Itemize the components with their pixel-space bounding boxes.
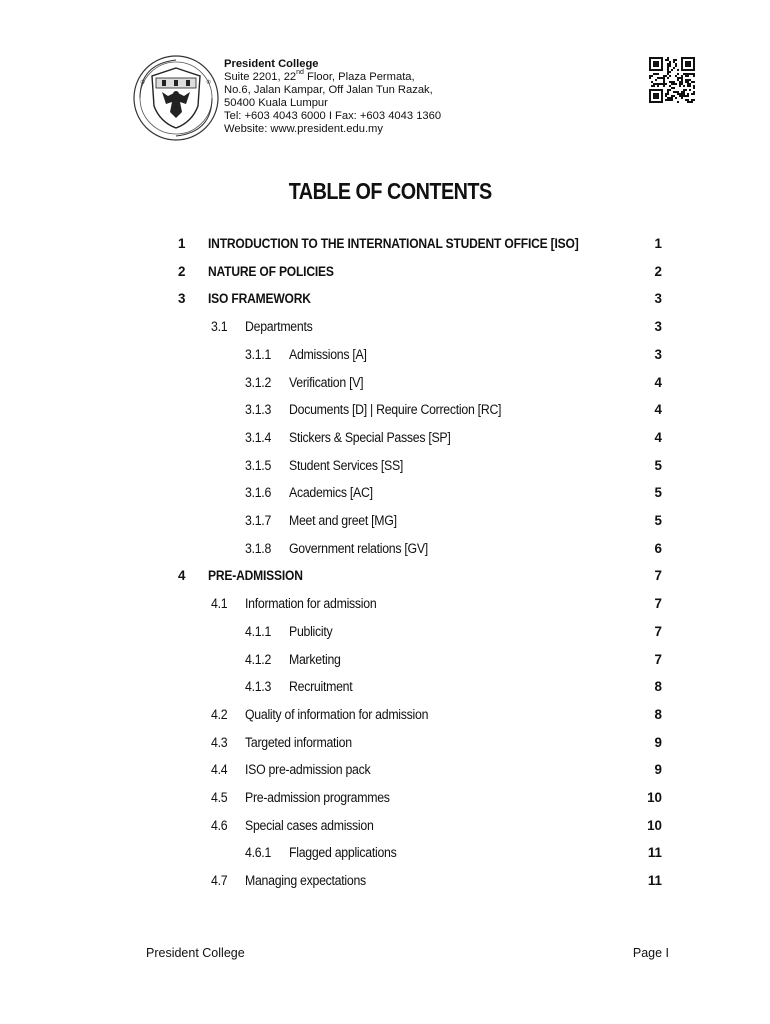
svg-text:♔: ♔	[140, 79, 146, 86]
toc-entry[interactable]	[0, 319, 770, 339]
toc-entry-page: 7	[654, 651, 662, 667]
toc-entry-number: 1	[178, 236, 186, 251]
toc-entry-title: Academics [AC]	[289, 485, 373, 501]
toc-entry[interactable]	[0, 624, 770, 644]
toc-entry-title: Publicity	[289, 623, 333, 639]
svg-text:♔: ♔	[206, 79, 212, 86]
toc-entry-number: 4.4	[211, 762, 228, 778]
toc-entry-title: Special cases admission	[245, 817, 374, 833]
toc-entry-page: 10	[647, 790, 662, 805]
toc-entry[interactable]	[0, 485, 770, 505]
toc-entry[interactable]	[0, 402, 770, 422]
toc-entry-page: 11	[647, 845, 662, 861]
toc-entry-page: 2	[654, 263, 662, 279]
toc-entry-title: Marketing	[289, 651, 341, 667]
toc-entry-number: 3.1.3	[245, 402, 272, 418]
toc-entry-number: 4.1.2	[245, 651, 272, 667]
toc-entry[interactable]	[0, 375, 770, 395]
toc-entry-page: 3	[654, 319, 662, 335]
toc-entry[interactable]	[0, 845, 770, 865]
toc-entry-title: Flagged applications	[289, 845, 397, 861]
toc-entry-title: Stickers & Special Passes [SP]	[289, 429, 451, 445]
toc-entry[interactable]	[0, 347, 770, 367]
toc-entry-page: 11	[647, 873, 662, 889]
toc-entry[interactable]	[0, 652, 770, 672]
qr-code-icon	[649, 57, 695, 103]
toc-entry-title: ISO FRAMEWORK	[208, 291, 311, 307]
toc-entry[interactable]	[0, 818, 770, 838]
toc-entry-number: 4.1.3	[245, 679, 272, 695]
toc-entry-number: 3.1	[211, 319, 228, 335]
toc-entry-number: 4	[178, 568, 186, 584]
toc-entry[interactable]	[0, 873, 770, 893]
address-line-1	[224, 71, 441, 84]
toc-entry-title: NATURE OF POLICIES	[208, 263, 334, 279]
toc-entry[interactable]	[0, 707, 770, 727]
toc-entry[interactable]	[0, 762, 770, 782]
toc-entry-number: 3	[178, 291, 186, 307]
college-crest-icon	[132, 54, 220, 142]
toc-entry-page: 9	[654, 762, 662, 778]
toc-entry[interactable]	[0, 264, 770, 284]
address-line-1-sup: nd	[296, 69, 304, 77]
toc-entry-title: Pre-admission programmes	[245, 790, 390, 805]
toc-entry[interactable]	[0, 430, 770, 450]
toc-entry-number: 3.1.1	[245, 346, 272, 362]
toc-entry[interactable]	[0, 513, 770, 533]
toc-entry-number: 3.1.8	[245, 540, 272, 556]
toc-entry-page: 9	[654, 734, 662, 750]
toc-entry-title: Departments	[245, 319, 313, 335]
toc-entry[interactable]	[0, 790, 770, 810]
toc-entry-title: Meet and greet [MG]	[289, 513, 397, 528]
toc-entry-page: 1	[654, 236, 662, 251]
toc-entry[interactable]	[0, 596, 770, 616]
toc-entry-page: 4	[654, 374, 662, 390]
toc-entry-title: PRE-ADMISSION	[208, 568, 303, 584]
toc-entry-title: Recruitment	[289, 679, 353, 695]
toc-entry-number: 4.3	[211, 734, 228, 750]
toc-entry-page: 3	[654, 291, 662, 307]
toc-entry[interactable]	[0, 291, 770, 311]
toc-entry-number: 4.6	[211, 817, 228, 833]
toc-entry-page: 5	[654, 513, 662, 528]
toc-entry-page: 8	[654, 679, 662, 695]
address-line-2: No.6, Jalan Kampar, Off Jalan Tun Razak,	[224, 84, 433, 96]
toc-entry-number: 3.1.7	[245, 513, 272, 528]
footer-org-name: President College	[146, 946, 245, 960]
toc-entry-title: Managing expectations	[245, 873, 366, 889]
toc-entry-page: 7	[654, 596, 662, 612]
toc-entry-title: Targeted information	[245, 734, 352, 750]
org-name: President College	[224, 58, 319, 70]
toc-entry-title: Information for admission	[245, 596, 377, 612]
address-block	[224, 58, 441, 136]
toc-entry-number: 4.2	[211, 706, 228, 722]
toc-entry-title: Documents [D] | Require Correction [RC]	[289, 402, 502, 418]
toc-entry-number: 4.7	[211, 873, 228, 889]
toc-entry-title: INTRODUCTION TO THE INTERNATIONAL STUDENT OFFICE [ISO]	[208, 236, 579, 251]
toc-entry-number: 4.5	[211, 790, 228, 805]
toc-entry[interactable]	[0, 236, 770, 256]
toc-entry-title: ISO pre-admission pack	[245, 762, 371, 778]
toc-entry-title: Quality of information for admission	[245, 706, 429, 722]
toc-entry-number: 3.1.5	[245, 457, 272, 473]
footer-page-number: Page I	[632, 946, 669, 960]
toc-entry-number: 2	[178, 263, 186, 279]
toc-entry-title: Admissions [A]	[289, 346, 367, 362]
toc-entry-page: 8	[654, 706, 662, 722]
toc-entry-number: 4.1	[211, 596, 228, 612]
toc-entry-title: Verification [V]	[289, 374, 364, 390]
toc-entry[interactable]	[0, 679, 770, 699]
page-title: TABLE OF CONTENTS	[288, 178, 492, 204]
toc-entry-page: 5	[654, 457, 662, 473]
toc-entry-title: Government relations [GV]	[289, 540, 428, 556]
toc-entry-page: 7	[654, 623, 662, 639]
toc-entry-number: 3.1.6	[245, 485, 272, 501]
toc-entry[interactable]	[0, 541, 770, 561]
toc-entry[interactable]	[0, 568, 770, 588]
address-line-1-post: Floor, Plaza Permata,	[303, 71, 415, 83]
toc-entry-page: 5	[654, 485, 662, 501]
contact-line: Tel: +603 4043 6000 I Fax: +603 4043 1360	[224, 110, 442, 122]
website-line: Website: www.president.edu.my	[224, 123, 383, 135]
address-line-1-pre: Suite 2201, 22	[224, 71, 297, 83]
toc-entry-page: 3	[654, 346, 662, 362]
toc-entry-page: 7	[654, 568, 662, 584]
toc-entry-page: 4	[654, 402, 662, 418]
toc-entry-number: 3.1.2	[245, 374, 272, 390]
toc-entry-page: 4	[654, 429, 662, 445]
toc-entry-number: 3.1.4	[245, 429, 272, 445]
toc-entry-number: 4.6.1	[245, 845, 272, 861]
toc-entry[interactable]	[0, 458, 770, 478]
toc-entry-page: 10	[647, 817, 662, 833]
toc-entry-number: 4.1.1	[245, 623, 272, 639]
toc-entry[interactable]	[0, 735, 770, 755]
address-line-3: 50400 Kuala Lumpur	[224, 97, 328, 109]
toc-entry-page: 6	[654, 540, 662, 556]
toc-entry-title: Student Services [SS]	[289, 457, 404, 473]
